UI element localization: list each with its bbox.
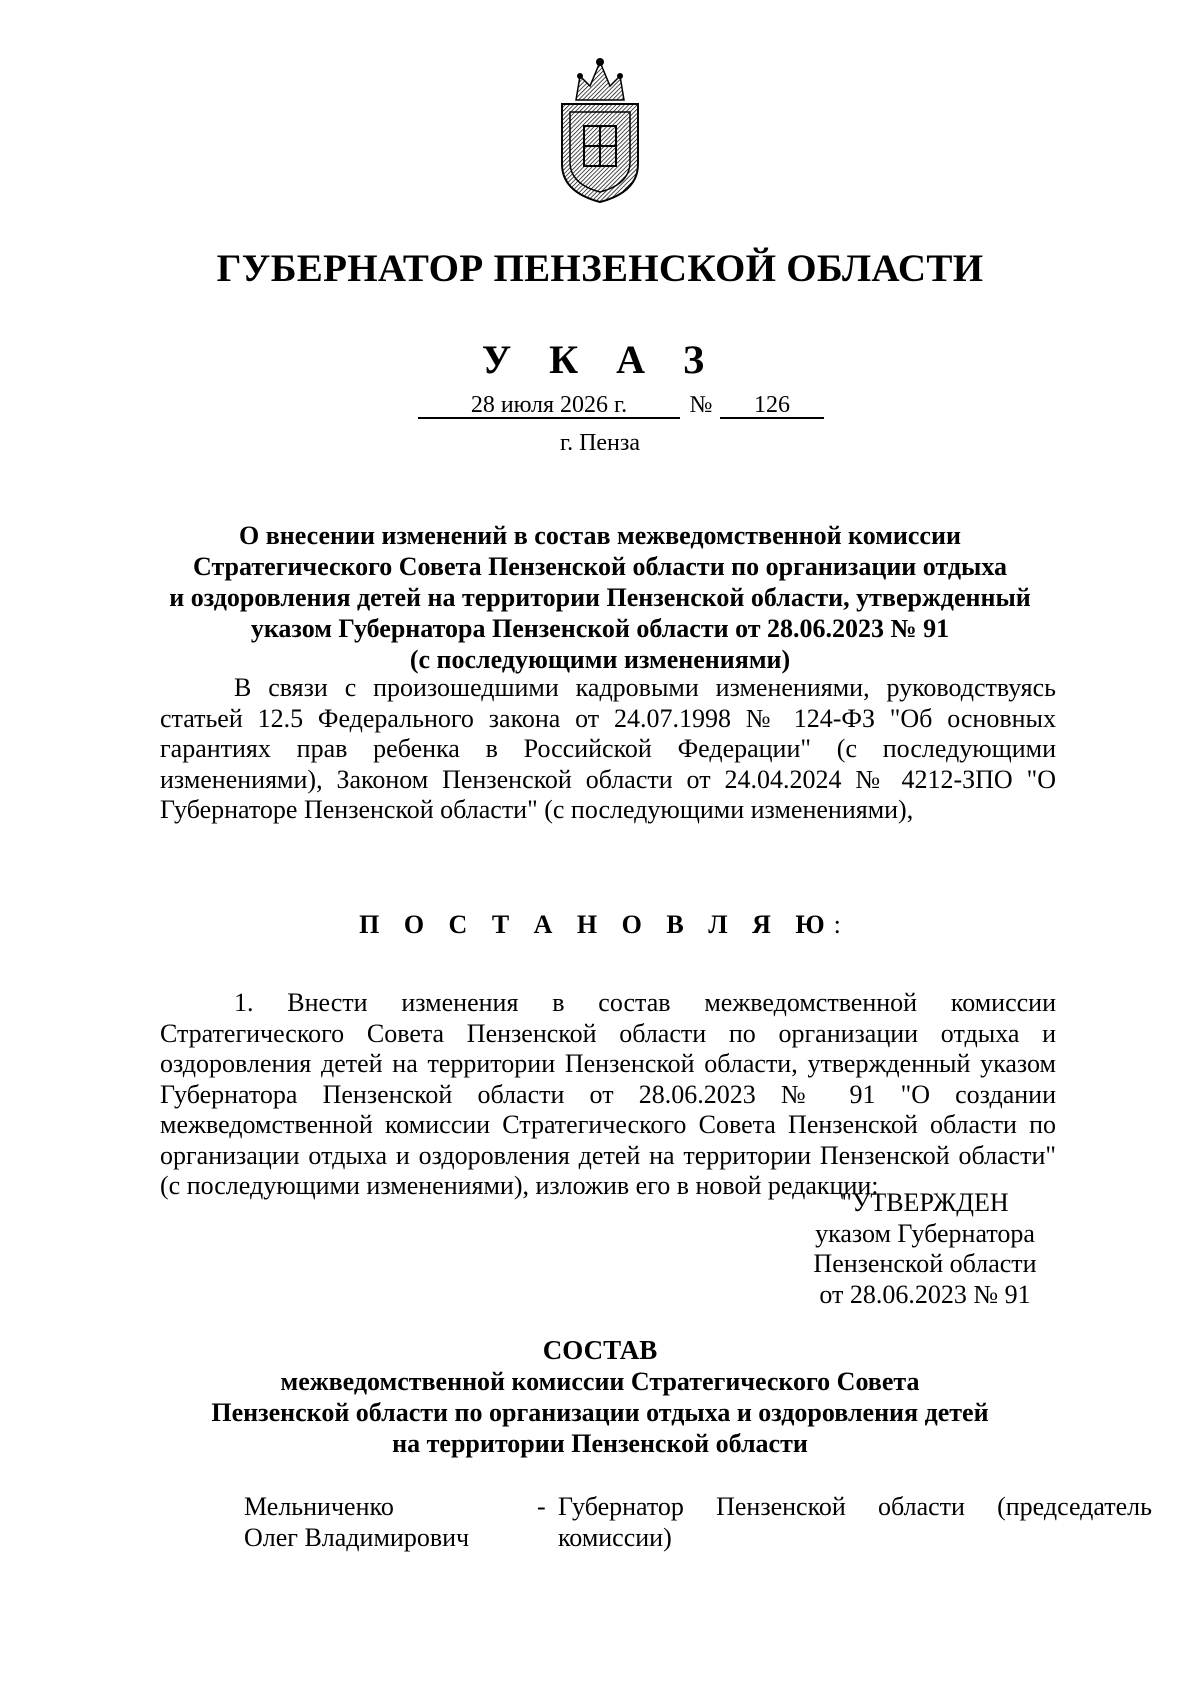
number-underline (720, 417, 824, 419)
title-line: и оздоровления детей на территории Пензенской области, утвержденный (169, 583, 1031, 612)
title-line: (с последующими изменениями) (409, 645, 791, 674)
member-surname: Мельниченко (244, 1492, 394, 1521)
resolve-heading (0, 910, 1200, 940)
issuing-authority: ГУБЕРНАТОР ПЕНЗЕНСКОЙ ОБЛАСТИ (216, 247, 984, 290)
member-role: Губернатор Пензенской области (председатель комиссии) (558, 1492, 1152, 1552)
date-underline (418, 417, 680, 419)
number-label: № (689, 392, 713, 418)
member-dash: - (537, 1492, 546, 1521)
approval-line: от 28.06.2023 № 91 (819, 1279, 1031, 1309)
composition-line: межведомственной комиссии Стратегического Совета (280, 1367, 920, 1396)
member-name (244, 1492, 469, 1553)
approval-line: "УТВЕРЖДЕН (841, 1188, 1009, 1217)
title-line: О внесении изменений в состав межведомственной комиссии (239, 521, 961, 550)
resolve-colon: : (833, 910, 841, 939)
document-date: 28 июля 2026 г. (470, 392, 628, 418)
document-place: г. Пенза (559, 430, 641, 456)
title-line: указом Губернатора Пензенской области от 28.06.2023 № 91 (250, 614, 950, 643)
document-title (120, 520, 1080, 675)
preamble-text: В связи с произошедшими кадровыми изменениями, руководствуясь статьей 12.5 Федерального закона от 24.07.1998 № 124-ФЗ "Об основных гарантиях прав ребенка в Российской Федерации" (с последующими изменениями), Законом Пензенской области от 24.04.2024 № 4212-ЗПО "О Губернаторе Пензенской области" (с последующими изменениями), (160, 673, 1056, 824)
resolve-word: П О С Т А Н О В Л Я Ю (359, 910, 834, 939)
composition-title (120, 1335, 1080, 1459)
composition-heading: СОСТАВ (542, 1335, 658, 1365)
composition-line: на территории Пензенской области (392, 1429, 808, 1458)
title-line: Стратегического Совета Пензенской области по организации отдыха (193, 552, 1007, 581)
item-1-text: 1. Внести изменения в состав межведомственной комиссии Стратегического Совета Пензенской области по организации отдыха и оздоровления детей на территории Пензенской области, утвержденный указом Губернатора Пензенской области от 28.06.2023 № 91 "О создании межведомственной комиссии Стратегического Совета Пензенской области по организации отдыха и оздоровления детей на территории Пензенской области" (с последующими изменениями), изложив его в новой редакции: (160, 988, 1056, 1200)
document-type: У К А З (481, 337, 719, 382)
approval-stamp (790, 1188, 1060, 1310)
composition-line: Пензенской области по организации отдыха и оздоровления детей (211, 1398, 989, 1427)
document-number: 126 (754, 392, 790, 418)
member-given-name: Олег Владимирович (244, 1522, 470, 1552)
coat-of-arms-emblem (554, 56, 646, 206)
preamble-paragraph (160, 673, 1056, 826)
approval-line: Пензенской области (813, 1249, 1037, 1278)
item-1-paragraph (160, 988, 1056, 1202)
approval-line: указом Губернатора (815, 1218, 1035, 1248)
